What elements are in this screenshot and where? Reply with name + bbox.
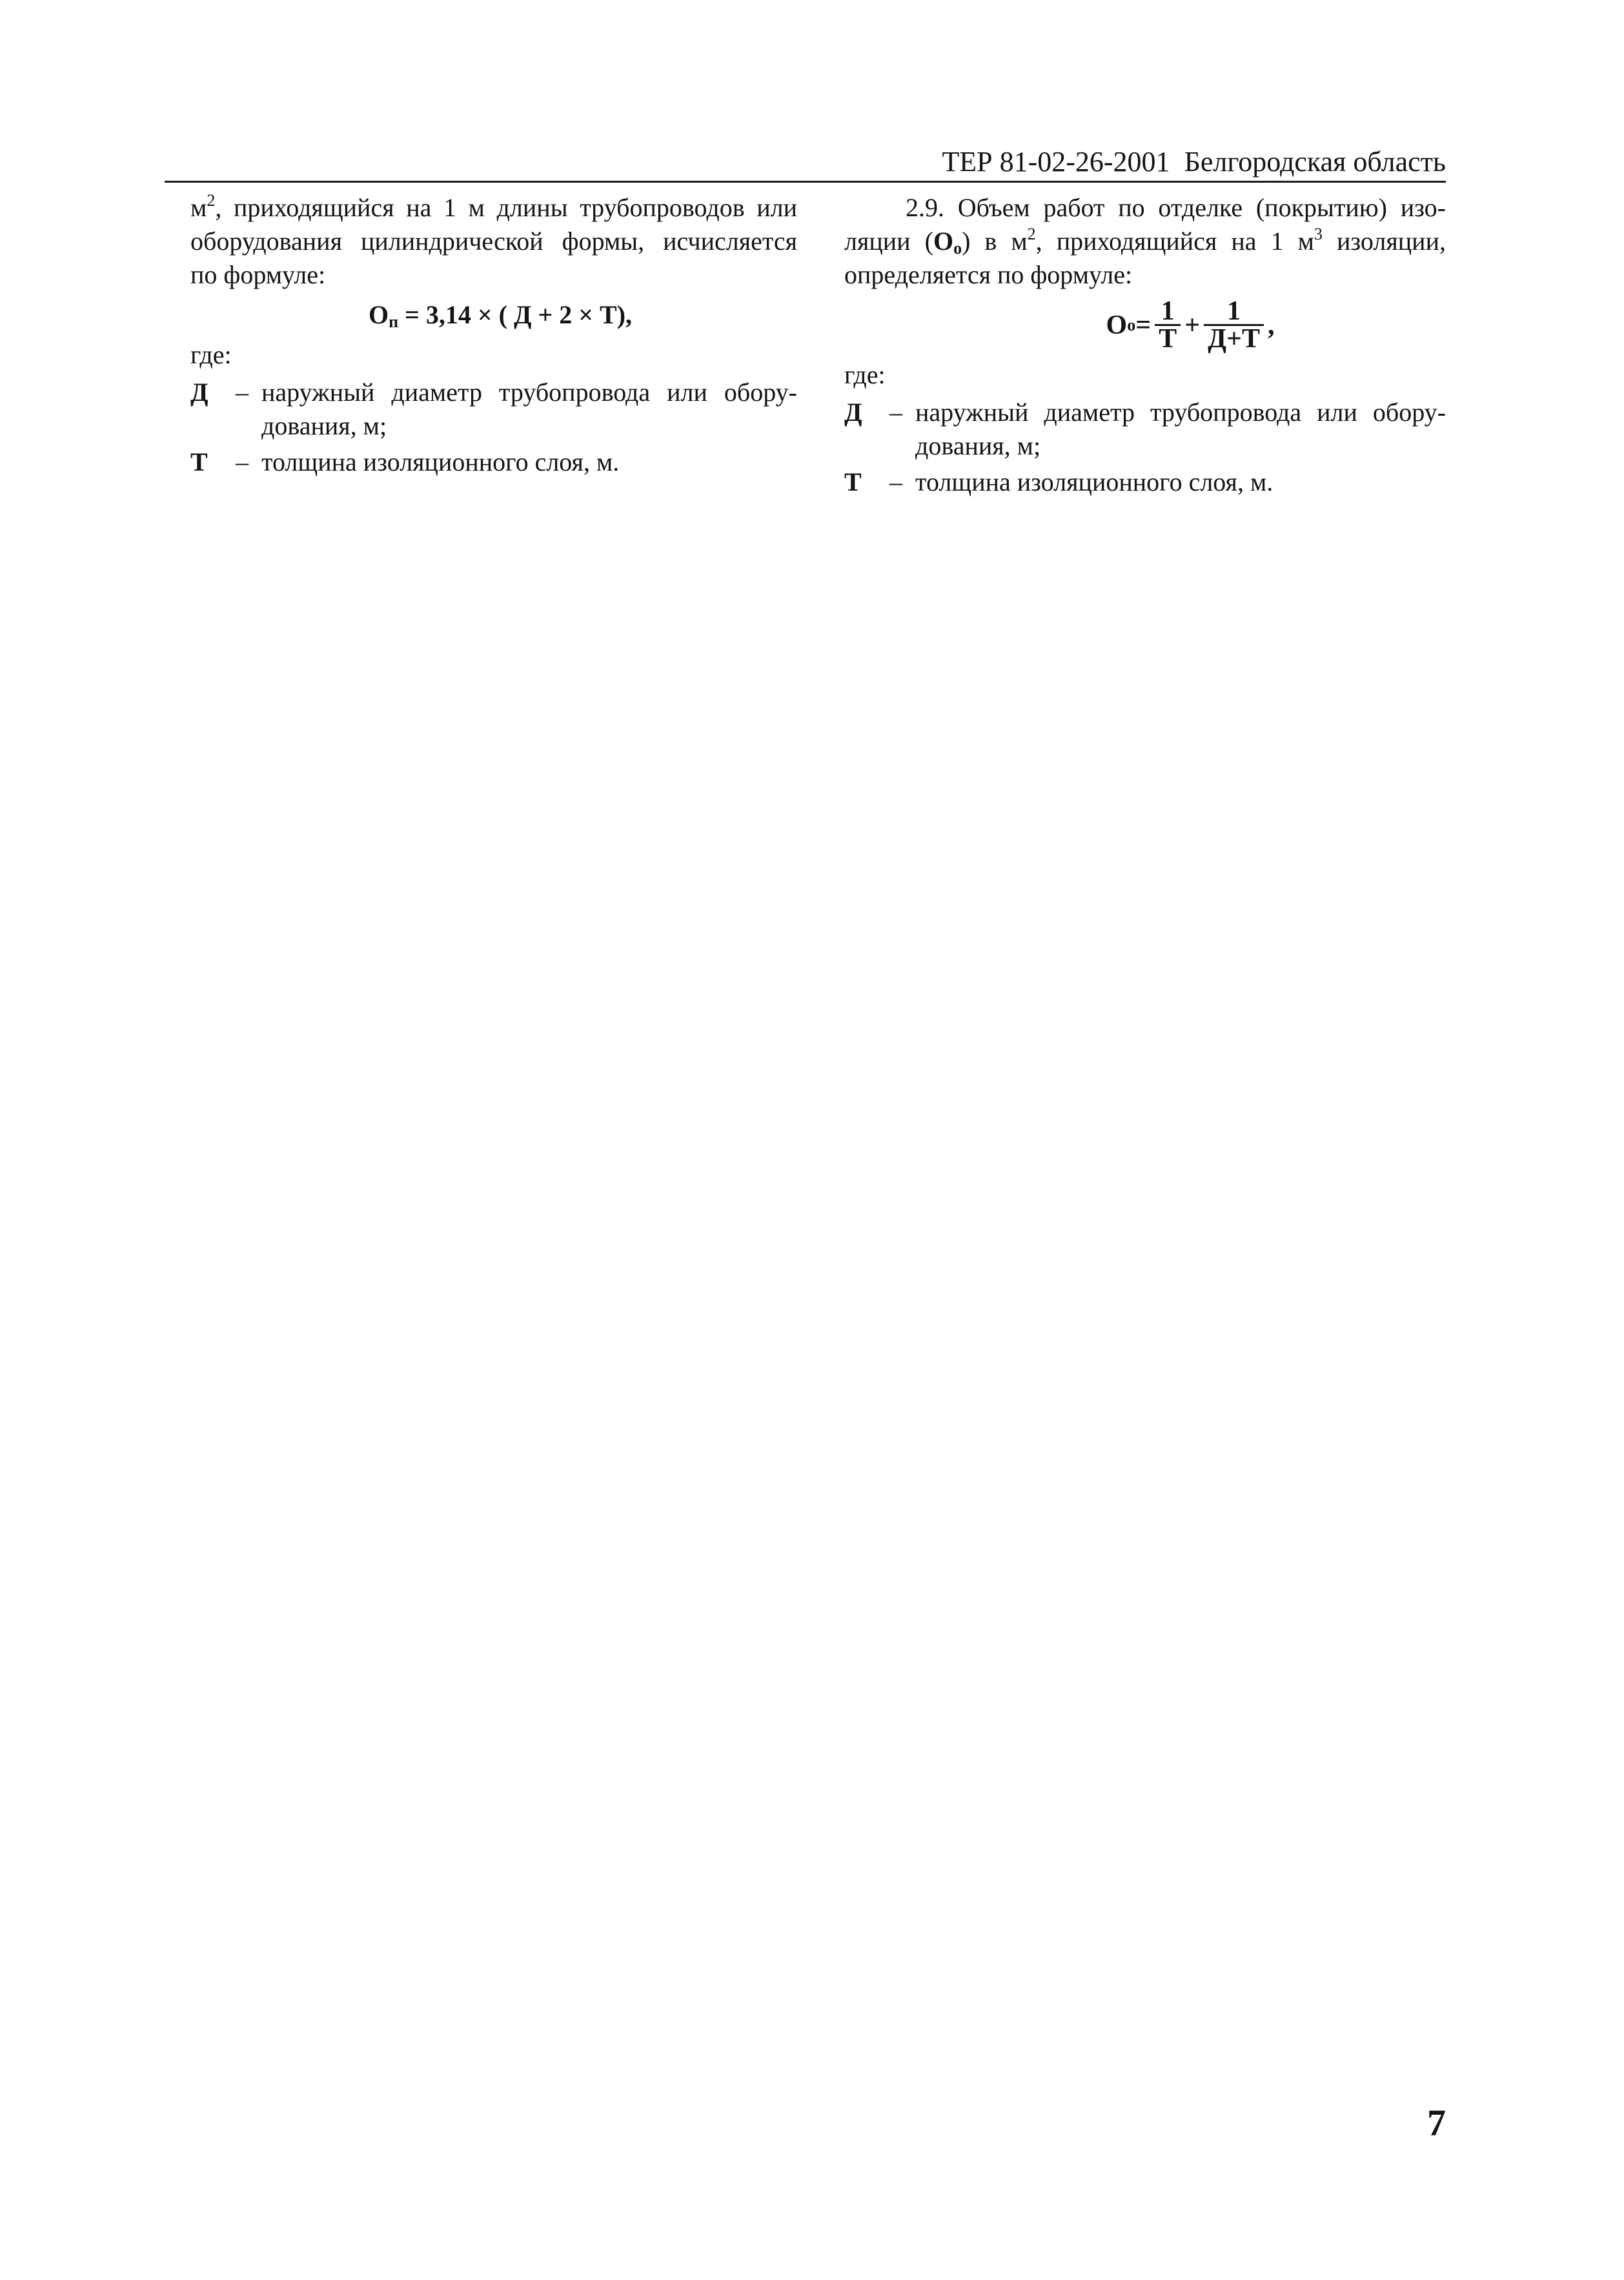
- right-paragraph-line-1: 2.9. Объем работ по отделке (покрытию) изо-: [906, 193, 1446, 222]
- definition-dash: –: [889, 398, 902, 427]
- fraction-one-over-t: $\frac{1}{Т}$: [1155, 298, 1181, 352]
- definition-diameter: [844, 396, 1446, 463]
- where-label: где:: [844, 360, 886, 389]
- region-name: Белгородская область: [1184, 146, 1446, 178]
- definition-diameter: [190, 376, 797, 443]
- left-paragraph-line-1: $м^2$, приходящийся на 1 м длины трубопроводов или: [190, 191, 797, 222]
- right-definitions: [844, 396, 1446, 499]
- definition-thickness: [844, 465, 1446, 499]
- definition-thickness: [190, 445, 797, 479]
- left-paragraph-line-3: по формуле:: [190, 260, 326, 289]
- page-number: 7: [1427, 2102, 1446, 2144]
- document-code: ТЕР 81-02-26-2001: [942, 146, 1170, 178]
- surface-area-formula: $О_п = 3,14$ × ( Д + 2 × Т),: [368, 300, 633, 331]
- definition-dash: –: [889, 467, 902, 496]
- running-header: [165, 143, 1446, 181]
- fraction-one-over-d-plus-t: $\frac{1}{Д+Т}$: [1204, 298, 1264, 352]
- definition-text: наружный диаметр трубопровода или обору- дования, м;: [915, 398, 1446, 460]
- header-rule: [165, 181, 1446, 183]
- definition-symbol: Д: [190, 378, 208, 407]
- where-label: где:: [190, 340, 232, 369]
- finishing-volume-formula: О о = $\frac{1}{Т}$ + $\frac{1}{Д+Т}$ ,: [1106, 296, 1275, 354]
- left-paragraph-line-2: оборудования цилиндрической формы, исчисляется: [190, 227, 797, 256]
- definition-text: толщина изоляционного слоя, м.: [261, 447, 620, 476]
- left-definitions: [190, 376, 797, 479]
- definition-text: толщина изоляционного слоя, м.: [915, 467, 1274, 496]
- definition-symbol: Т: [844, 467, 862, 496]
- right-paragraph-line-3: определяется по формуле:: [844, 260, 1133, 289]
- right-column: [844, 191, 1446, 502]
- definition-symbol: Т: [190, 447, 208, 476]
- definition-dash: –: [236, 378, 249, 407]
- left-column: [190, 191, 797, 482]
- definition-dash: –: [236, 447, 249, 476]
- definition-text: наружный диаметр трубопровода или обору- дования, м;: [261, 378, 797, 440]
- definition-symbol: Д: [844, 398, 862, 427]
- right-paragraph-line-2: ляции $(О_о)$ в $м^2$, приходящийся на 1 $м^3$ изоляции,: [844, 225, 1446, 258]
